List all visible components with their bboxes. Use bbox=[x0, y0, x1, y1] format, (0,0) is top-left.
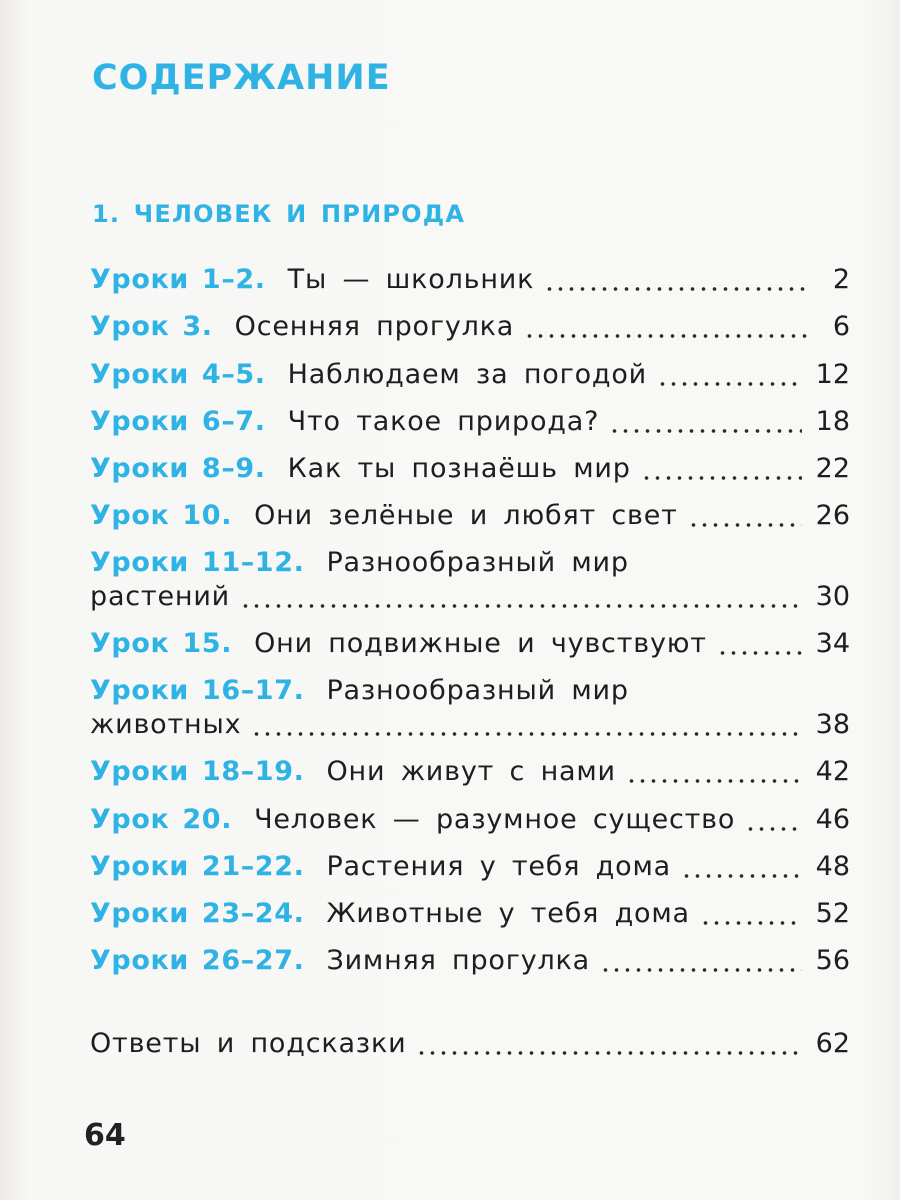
toc-entry bbox=[90, 803, 850, 837]
page-number: 52 bbox=[815, 898, 850, 929]
page-number: 56 bbox=[815, 945, 850, 976]
lesson-number: Урок 10. bbox=[90, 500, 233, 531]
toc-entry bbox=[90, 546, 850, 614]
page-number: 18 bbox=[815, 406, 850, 437]
toc-entry bbox=[90, 897, 850, 931]
lesson-number: Урок 20. bbox=[90, 804, 233, 835]
lesson-title: Зимняя прогулка bbox=[326, 945, 590, 976]
page-number: 34 bbox=[815, 628, 850, 659]
lesson-title: Они зелёные и любят свет bbox=[254, 500, 678, 531]
lesson-number: Урок 3. bbox=[90, 311, 213, 342]
lesson-number: Уроки 11–12. bbox=[90, 547, 305, 578]
section-heading: 1. ЧЕЛОВЕК И ПРИРОДА bbox=[92, 200, 466, 228]
dot-leader bbox=[641, 475, 802, 481]
lesson-number: Урок 15. bbox=[90, 628, 233, 659]
folio-page-number: 64 bbox=[84, 1118, 126, 1153]
lesson-title-continued: растений bbox=[90, 581, 231, 612]
lesson-title-continued: животных bbox=[90, 709, 242, 740]
lesson-number: Уроки 18–19. bbox=[90, 756, 305, 787]
page-title: СОДЕРЖАНИЕ bbox=[92, 58, 391, 98]
dot-leader bbox=[600, 967, 802, 973]
dot-leader bbox=[688, 522, 802, 528]
lesson-title: Что такое природа? bbox=[287, 406, 600, 437]
lesson-number: Уроки 1–2. bbox=[90, 264, 266, 295]
page-number: 26 bbox=[815, 500, 850, 531]
page-number: 62 bbox=[815, 1028, 850, 1059]
dot-leader bbox=[544, 286, 810, 292]
lesson-number: Уроки 6–7. bbox=[90, 406, 266, 437]
lesson-title: Как ты познаёшь мир bbox=[287, 453, 631, 484]
toc-entry bbox=[90, 405, 850, 439]
toc-entry bbox=[90, 627, 850, 661]
answers-title: Ответы и подсказки bbox=[90, 1028, 407, 1059]
dot-leader bbox=[416, 1050, 801, 1056]
toc-entry bbox=[90, 263, 850, 297]
toc-entry bbox=[90, 850, 850, 884]
page-number: 30 bbox=[815, 581, 850, 612]
lesson-number: Уроки 8–9. bbox=[90, 453, 266, 484]
lesson-number: Уроки 23–24. bbox=[90, 898, 305, 929]
lesson-title: Человек — разумное существо bbox=[254, 804, 736, 835]
lesson-number: Уроки 4–5. bbox=[90, 359, 266, 390]
lesson-title: Наблюдаем за погодой bbox=[287, 359, 648, 390]
toc-entry bbox=[90, 499, 850, 533]
lesson-title: Они живут с нами bbox=[326, 756, 616, 787]
dot-leader bbox=[745, 826, 801, 832]
dot-leader bbox=[524, 333, 810, 339]
toc-entry bbox=[90, 452, 850, 486]
toc-entry bbox=[90, 358, 850, 392]
lesson-title: Осенняя прогулка bbox=[234, 311, 515, 342]
lesson-number: Уроки 21–22. bbox=[90, 851, 305, 882]
toc-entry bbox=[90, 674, 850, 742]
answers-entry bbox=[90, 1027, 850, 1061]
lesson-title: Растения у тебя дома bbox=[326, 851, 671, 882]
lesson-number: Уроки 26–27. bbox=[90, 945, 305, 976]
page-number: 46 bbox=[815, 804, 850, 835]
dot-leader bbox=[240, 603, 802, 609]
page-number: 22 bbox=[815, 453, 850, 484]
lesson-title: Ты — школьник bbox=[287, 264, 535, 295]
toc-entry bbox=[90, 944, 850, 978]
lesson-title: Разнообразный мир bbox=[326, 675, 629, 706]
lesson-title: Животные у тебя дома bbox=[326, 898, 690, 929]
page-number: 12 bbox=[815, 359, 850, 390]
page-number: 2 bbox=[832, 264, 850, 295]
dot-leader bbox=[626, 778, 802, 784]
toc-entry bbox=[90, 755, 850, 789]
dot-leader bbox=[700, 920, 802, 926]
dot-leader bbox=[717, 650, 802, 656]
dot-leader bbox=[681, 873, 802, 879]
toc-entry bbox=[90, 310, 850, 344]
dot-leader bbox=[609, 428, 801, 434]
page-number: 38 bbox=[815, 709, 850, 740]
lesson-number: Уроки 16–17. bbox=[90, 675, 305, 706]
lesson-title: Разнообразный мир bbox=[326, 547, 629, 578]
page-number: 48 bbox=[815, 851, 850, 882]
lesson-title: Они подвижные и чувствуют bbox=[254, 628, 707, 659]
dot-leader bbox=[657, 381, 802, 387]
page-number: 6 bbox=[832, 311, 850, 342]
page-number: 42 bbox=[815, 756, 850, 787]
dot-leader bbox=[251, 731, 801, 737]
